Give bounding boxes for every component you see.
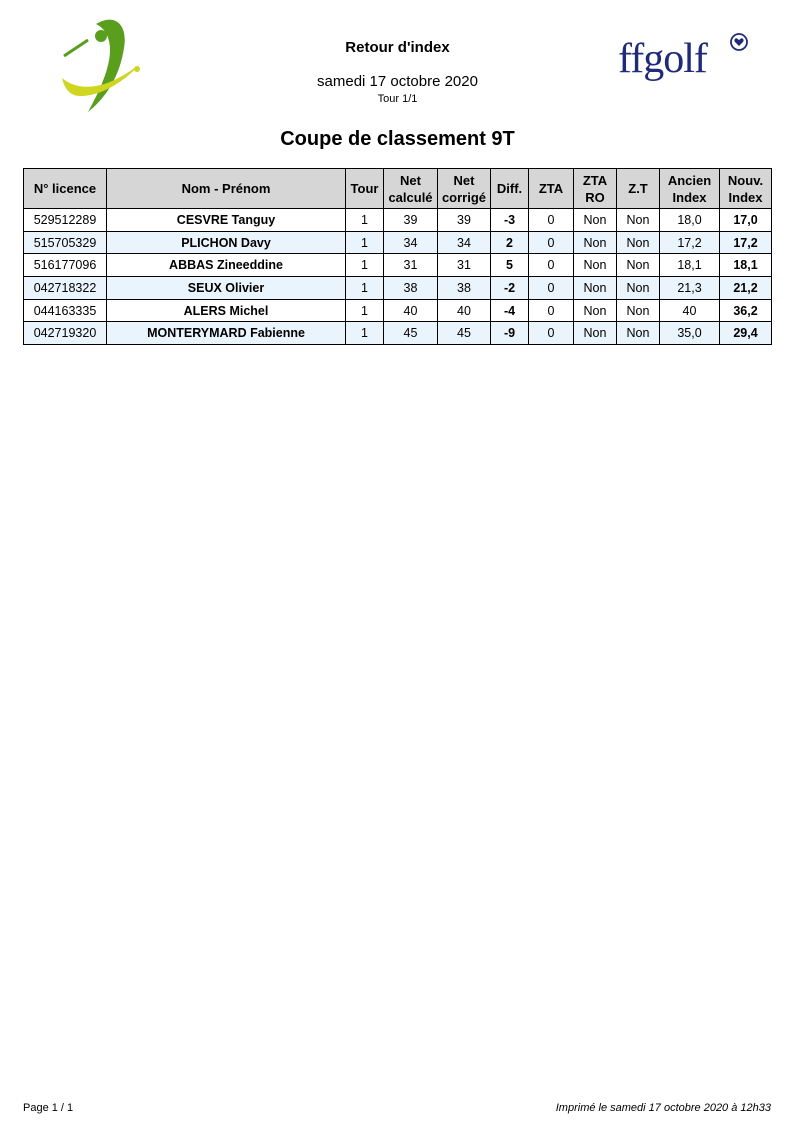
net-corr-cell: 38 xyxy=(438,277,491,300)
results-table xyxy=(23,168,772,345)
round-cell: 1 xyxy=(346,299,384,322)
table-row xyxy=(24,231,772,254)
table-row xyxy=(24,277,772,300)
col-header: Net calculé xyxy=(384,169,438,209)
diff-cell: -2 xyxy=(491,277,529,300)
player-name-cell: PLICHON Davy xyxy=(107,231,346,254)
zta-cell: 0 xyxy=(529,299,574,322)
col-header: ZTA xyxy=(529,169,574,209)
new-index-cell: 17,0 xyxy=(720,209,772,232)
round-label: Tour 1/1 xyxy=(377,93,418,105)
zt-cell: Non xyxy=(617,209,660,232)
diff-cell: 2 xyxy=(491,231,529,254)
zt-cell: Non xyxy=(617,254,660,277)
old-index-cell: 35,0 xyxy=(660,322,720,345)
round-cell: 1 xyxy=(346,231,384,254)
net-calc-cell: 38 xyxy=(384,277,438,300)
col-header: ZTA RO xyxy=(574,169,617,209)
zta-cell: 0 xyxy=(529,231,574,254)
ffgolf-wordmark: ffgolf xyxy=(618,36,707,82)
zt-cell: Non xyxy=(617,231,660,254)
zt-cell: Non xyxy=(617,322,660,345)
table-row xyxy=(24,299,772,322)
net-corr-cell: 40 xyxy=(438,299,491,322)
report-date: samedi 17 octobre 2020 xyxy=(317,73,478,90)
page-number: Page 1 / 1 xyxy=(23,1102,74,1114)
zta-cell: 0 xyxy=(529,277,574,300)
col-header: Ancien Index xyxy=(660,169,720,209)
player-name-cell: CESVRE Tanguy xyxy=(107,209,346,232)
diff-cell: 5 xyxy=(491,254,529,277)
licence-cell: 042719320 xyxy=(24,322,107,345)
new-index-cell: 17,2 xyxy=(720,231,772,254)
zta-ro-cell: Non xyxy=(574,277,617,300)
new-index-cell: 29,4 xyxy=(720,322,772,345)
zta-ro-cell: Non xyxy=(574,231,617,254)
new-index-cell: 21,2 xyxy=(720,277,772,300)
col-header: N° licence xyxy=(24,169,107,209)
round-cell: 1 xyxy=(346,277,384,300)
player-name-cell: MONTERYMARD Fabienne xyxy=(107,322,346,345)
col-header: Diff. xyxy=(491,169,529,209)
zta-ro-cell: Non xyxy=(574,322,617,345)
old-index-cell: 40 xyxy=(660,299,720,322)
licence-cell: 515705329 xyxy=(24,231,107,254)
new-index-cell: 36,2 xyxy=(720,299,772,322)
net-corr-cell: 31 xyxy=(438,254,491,277)
licence-cell: 044163335 xyxy=(24,299,107,322)
zta-ro-cell: Non xyxy=(574,254,617,277)
net-calc-cell: 31 xyxy=(384,254,438,277)
net-calc-cell: 45 xyxy=(384,322,438,345)
licence-cell: 042718322 xyxy=(24,277,107,300)
player-name-cell: ALERS Michel xyxy=(107,299,346,322)
net-calc-cell: 40 xyxy=(384,299,438,322)
net-corr-cell: 34 xyxy=(438,231,491,254)
round-cell: 1 xyxy=(346,209,384,232)
licence-cell: 516177096 xyxy=(24,254,107,277)
player-name-cell: ABBAS Zineeddine xyxy=(107,254,346,277)
new-index-cell: 18,1 xyxy=(720,254,772,277)
diff-cell: -3 xyxy=(491,209,529,232)
round-cell: 1 xyxy=(346,254,384,277)
col-header: Net corrigé xyxy=(438,169,491,209)
diff-cell: -4 xyxy=(491,299,529,322)
logo-dot xyxy=(134,66,140,72)
zta-cell: 0 xyxy=(529,209,574,232)
licence-cell: 529512289 xyxy=(24,209,107,232)
zta-cell: 0 xyxy=(529,254,574,277)
net-corr-cell: 39 xyxy=(438,209,491,232)
old-index-cell: 18,1 xyxy=(660,254,720,277)
competition-title: Coupe de classement 9T xyxy=(280,128,515,150)
old-index-cell: 18,0 xyxy=(660,209,720,232)
net-calc-cell: 34 xyxy=(384,231,438,254)
zt-cell: Non xyxy=(617,299,660,322)
table-row xyxy=(24,322,772,345)
zta-ro-cell: Non xyxy=(574,299,617,322)
table-row xyxy=(24,209,772,232)
col-header: Nom - Prénom xyxy=(107,169,346,209)
zta-ro-cell: Non xyxy=(574,209,617,232)
old-index-cell: 17,2 xyxy=(660,231,720,254)
net-corr-cell: 45 xyxy=(438,322,491,345)
zta-cell: 0 xyxy=(529,322,574,345)
round-cell: 1 xyxy=(346,322,384,345)
old-index-cell: 21,3 xyxy=(660,277,720,300)
player-name-cell: SEUX Olivier xyxy=(107,277,346,300)
zt-cell: Non xyxy=(617,277,660,300)
diff-cell: -9 xyxy=(491,322,529,345)
col-header: Tour xyxy=(346,169,384,209)
col-header: Nouv. Index xyxy=(720,169,772,209)
print-timestamp: Imprimé le samedi 17 octobre 2020 à 12h33 xyxy=(555,1102,771,1114)
report-title: Retour d'index xyxy=(345,39,450,56)
net-calc-cell: 39 xyxy=(384,209,438,232)
table-header-row xyxy=(24,169,772,209)
table-row xyxy=(24,254,772,277)
col-header: Z.T xyxy=(617,169,660,209)
